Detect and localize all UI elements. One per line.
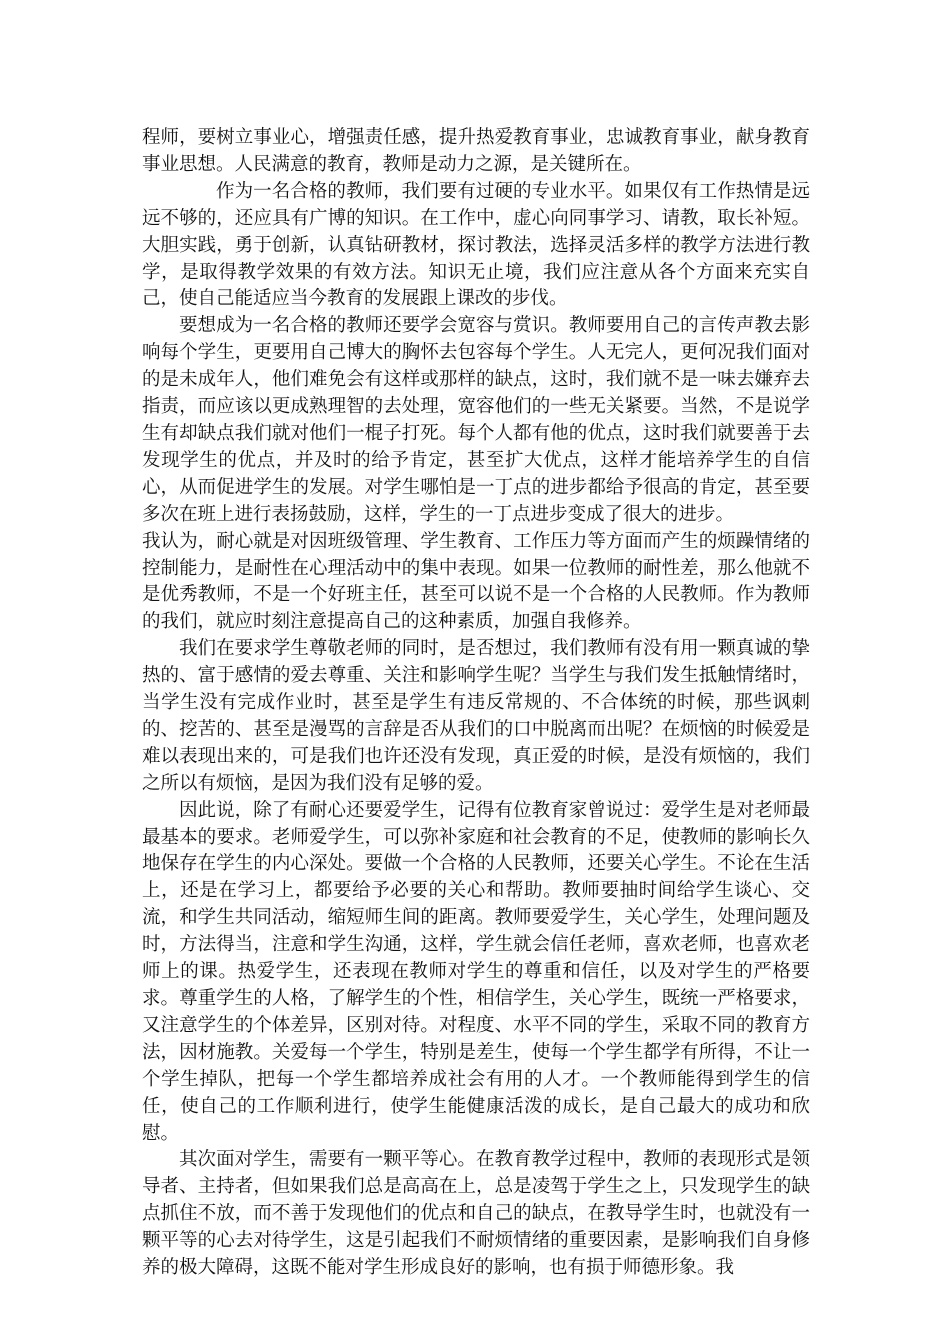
paragraph-tolerance-appreciation: 要想成为一名合格的教师还要学会宽容与赏识。教师要用自己的言传声教去影响每个学生，更要用自己博大的胸怀去包容每个学生。人无完人，更何况我们面对的是未成年人，他们难免会有这样或那样的缺点，这时，我们就不是一味去嫌弃去指责，而应该以更成熟理智的去处理，宽容他们的一些无关紧要。当然，不是说学生有却缺点我们就对他们一棍子打死。每个人都有他的优点，这时我们就要善于去发现学生的优点，并及时的给予肯定，甚至扩大优点，这样才能培养学生的自信心，从而促进学生的发展。对学生哪怕是一丁点的进步都给予很高的肯定，甚至要多次在班上进行表扬鼓励，这样，学生的一丁点进步变成了很大的进步。 [142,315,810,525]
paragraph-continuation: 程师，要树立事业心，增强责任感，提升热爱教育事业，忠诚教育事业，献身教育事业思想。人民满意的教育，教师是动力之源，是关键所在。 [142,127,810,175]
paragraph-patience: 我认为，耐心就是对因班级管理、学生教育、工作压力等方面而产生的烦躁情绪的控制能力，是耐性在心理活动中的集中表现。如果一位教师的耐性差，那么他就不是优秀教师，不是一个好班主任，甚至可以说不是一个合格的人民教师。作为教师的我们，就应时刻注意提高自己的这种素质，加强自我修养。 [142,530,810,633]
paragraph-professional-level: 作为一名合格的教师，我们要有过硬的专业水平。如果仅有工作热情是远远不够的，还应具有广博的知识。在工作中，虚心向同事学习、请教，取长补短。大胆实践，勇于创新，认真钻研教材，探讨教法，选择灵活多样的教学方法进行教学，是取得教学效果的有效方法。知识无止境，我们应注意从各个方面来充实自己，使自己能适应当今教育的发展跟上课改的步伐。 [142,180,810,310]
paragraph-love-students: 因此说，除了有耐心还要爱学生，记得有位教育家曾说过：爱学生是对老师最最基本的要求。老师爱学生，可以弥补家庭和社会教育的不足，使教师的影响长久地保存在学生的内心深处。要做一个合格的人民教师，还要关心学生。不论在生活上，还是在学习上，都要给予必要的关心和帮助。教师要抽时间给学生谈心、交流，和学生共同活动，缩短师生间的距离。教师要爱学生，关心学生，处理问题及时，方法得当，注意和学生沟通，这样，学生就会信任老师，喜欢老师，也喜欢老师上的课。热爱学生，还表现在教师对学生的尊重和信任，以及对学生的严格要求。尊重学生的人格，了解学生的个性，相信学生，关心学生，既统一严格要求，又注意学生的个体差异，区别对待。对程度、水平不同的学生，采取不同的教育方法，因材施教。关爱每一个学生，特别是差生，使每一个学生都学有所得，不让一个学生掉队，把每一个学生都培养成社会有用的人才。一个教师能得到学生的信任，使自己的工作顺利进行，使学生能健康活泼的成长，是自己最大的成功和欣慰。 [142,799,810,1144]
document-body [142,125,810,1282]
paragraph-equality: 其次面对学生，需要有一颗平等心。在教育教学过程中，教师的表现形式是领导者、主持者，但如果我们总是高高在上，总是凌驾于学生之上，只发现学生的缺点抓住不放，而不善于发现他们的优点和自己的缺点，在教导学生时，也就没有一颗平等的心去对待学生，这是引起我们不耐烦情绪的重要因素，是影响我们自身修养的极大障碍，这既不能对学生形成良好的影响，也有损于师德形象。我 [142,1149,810,1279]
paragraph-respect-love: 我们在要求学生尊敬老师的同时，是否想过，我们教师有没有用一颗真诚的挚热的、富于感情的爱去尊重、关注和影响学生呢？当学生与我们发生抵触情绪时，当学生没有完成作业时，甚至是学生有违反常规的、不合体统的时候，那些讽刺的、挖苦的、甚至是漫骂的言辞是否从我们的口中脱离而出呢？在烦恼的时候爱是难以表现出来的，可是我们也许还没有发现，真正爱的时候，是没有烦恼的，我们之所以有烦恼，是因为我们没有足够的爱。 [142,638,810,794]
